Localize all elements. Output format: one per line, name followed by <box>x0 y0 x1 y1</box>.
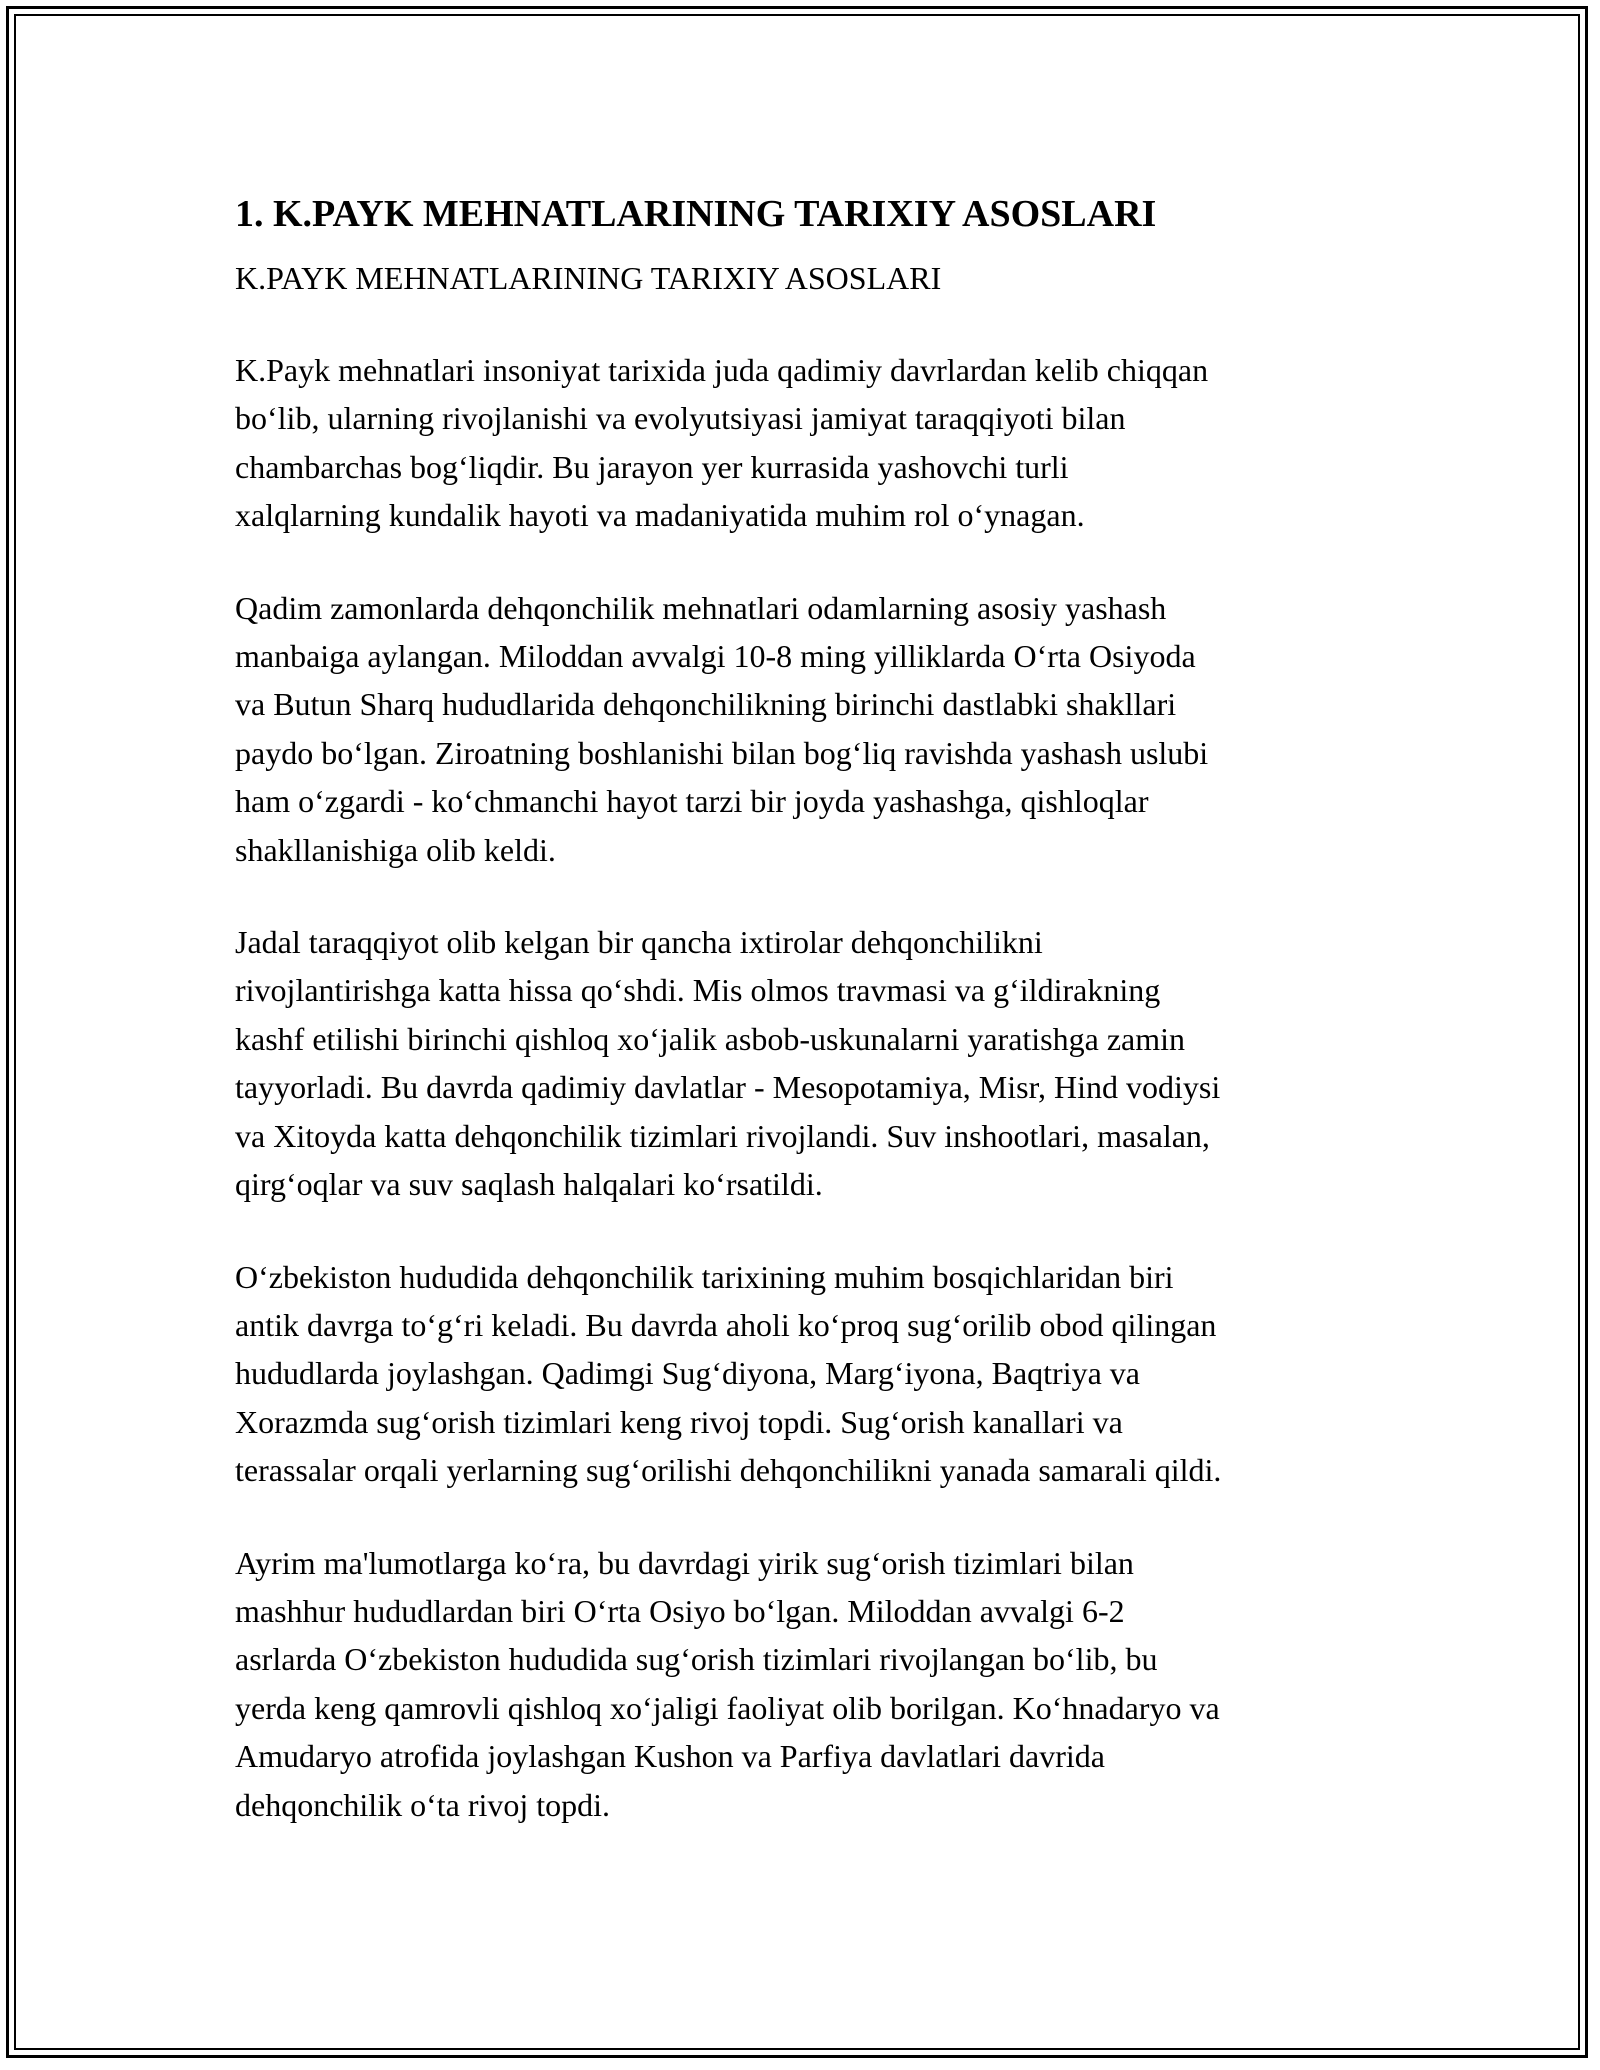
paragraph-line: chambarchas bog‘liqdir. Bu jarayon yer kurrasida yashovchi turli <box>235 448 1069 485</box>
paragraph-line: K.Payk mehnatlari insoniyat tarixida juda qadimiy davrlardan kelib chiqqan <box>235 352 1209 388</box>
paragraph-line: Jadal taraqqiyot olib kelgan bir qancha ixtirolar dehqonchilikni <box>235 924 1043 961</box>
paragraph-line: antik davrga to‘g‘ri keladi. Bu davrda aholi ko‘proq sug‘orilib obod qilingan <box>235 1306 1217 1343</box>
document-subtitle: K.PAYK MEHNATLARINING TARIXIY ASOSLARI <box>235 260 942 296</box>
document-title: 1. K.PAYK MEHNATLARINING TARIXIY ASOSLARI <box>235 193 1157 235</box>
paragraph-line: dehqonchilik o‘ta rivoj topdi. <box>235 1786 611 1823</box>
document-body <box>235 186 1375 1829</box>
paragraph-2 <box>235 584 1375 874</box>
paragraph-line: xalqlarning kundalik hayoti va madaniyatida muhim rol o‘ynagan. <box>235 497 1085 534</box>
paragraph-4 <box>235 1253 1375 1495</box>
paragraph-line: va Butun Sharq hududlarida dehqonchilikning birinchi dastlabki shakllari <box>235 686 1177 723</box>
paragraph-line: yerda keng qamrovli qishloq xo‘jaligi faoliyat olib borilgan. Ko‘hnadaryo va <box>235 1689 1220 1726</box>
paragraph-line: rivojlantirishga katta hissa qo‘shdi. Mis olmos travmasi va g‘ildirakning <box>235 972 1161 1009</box>
paragraph-line: Ayrim ma'lumotlarga ko‘ra, bu davrdagi yirik sug‘orish tizimlari bilan <box>235 1544 1134 1581</box>
paragraph-line: hududlarda joylashgan. Qadimgi Sug‘diyona, Marg‘iyona, Baqtriya va <box>235 1355 1140 1392</box>
paragraph-line: Amudaryo atrofida joylashgan Kushon va Parfiya davlatlari davrida <box>235 1738 1105 1775</box>
paragraph-line: paydo bo‘lgan. Ziroatning boshlanishi bilan bog‘liq ravishda yashash uslubi <box>235 734 1209 771</box>
paragraph-line: manbaiga aylangan. Miloddan avvalgi 10-8 ming yilliklarda O‘rta Osiyoda <box>235 638 1196 675</box>
paragraph-1 <box>235 346 1375 540</box>
paragraph-line: bo‘lib, ularning rivojlanishi va evolyutsiyasi jamiyat taraqqiyoti bilan <box>235 400 1126 437</box>
paragraph-line: ham o‘zgardi - ko‘chmanchi hayot tarzi bir joyda yashashga, qishloqlar <box>235 783 1149 820</box>
paragraph-line: kashf etilishi birinchi qishloq xo‘jalik asbob-uskunalarni yaratishga zamin <box>235 1020 1186 1057</box>
paragraph-3 <box>235 918 1375 1208</box>
paragraph-line: tayyorladi. Bu davrda qadimiy davlatlar - Mesopotamiya, Misr, Hind vodiysi <box>235 1069 1221 1106</box>
paragraph-line: shakllanishiga olib keldi. <box>235 831 556 868</box>
paragraph-line: va Xitoyda katta dehqonchilik tizimlari rivojlandi. Suv inshootlari, masalan, <box>235 1117 1210 1154</box>
paragraph-line: mashhur hududlardan biri O‘rta Osiyo bo‘lgan. Miloddan avvalgi 6-2 <box>235 1592 1125 1629</box>
paragraph-line: asrlarda O‘zbekiston hududida sug‘orish tizimlari rivojlangan bo‘lib, bu <box>235 1641 1158 1678</box>
paragraph-line: terassalar orqali yerlarning sug‘orilishi dehqonchilikni yanada samarali qildi. <box>235 1452 1222 1489</box>
paragraph-5 <box>235 1539 1375 1829</box>
paragraph-line: Xorazmda sug‘orish tizimlari keng rivoj topdi. Sug‘orish kanallari va <box>235 1403 1123 1440</box>
paragraph-line: Qadim zamonlarda dehqonchilik mehnatlari odamlarning asosiy yashash <box>235 589 1167 626</box>
paragraph-line: qirg‘oqlar va suv saqlash halqalari ko‘rsatildi. <box>235 1166 823 1203</box>
paragraph-line: O‘zbekiston hududida dehqonchilik tarixining muhim bosqichlaridan biri <box>235 1258 1174 1295</box>
